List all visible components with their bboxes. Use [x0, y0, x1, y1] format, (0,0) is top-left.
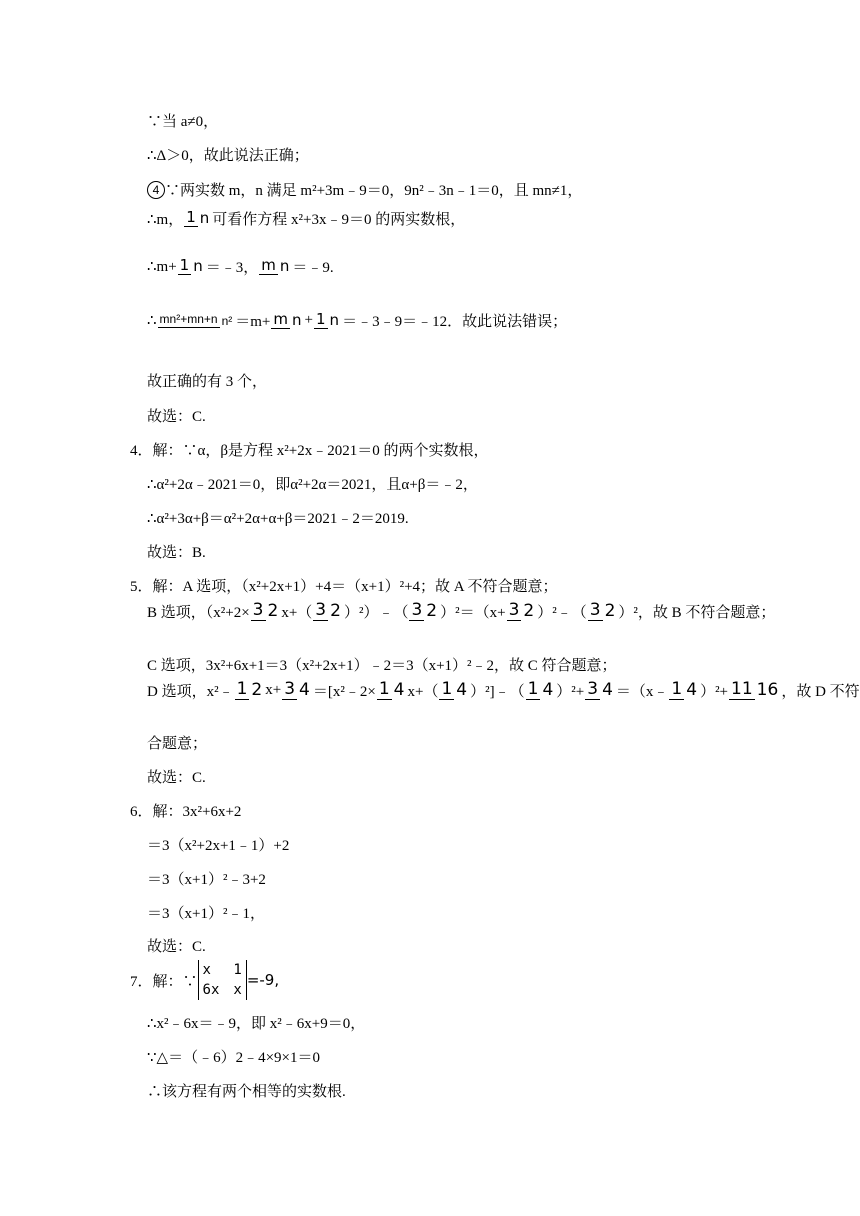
text-span: ）²，故 B 不符合题意；: [618, 605, 776, 621]
denominator: 16: [756, 680, 779, 701]
numerator: m: [261, 255, 276, 274]
q5-line-4: [147, 680, 860, 701]
numerator: 3: [315, 599, 327, 620]
q3-line-4: [147, 208, 465, 229]
q4-line-2: ∴α²+2α﹣2021＝0，即α²+2α＝2021，且α+β＝﹣2，: [147, 477, 478, 493]
fraction: [282, 678, 312, 701]
fraction: [184, 207, 211, 228]
q5-line-5: 合题意；: [147, 736, 208, 752]
text-span: ）²+: [700, 684, 729, 700]
denominator: 4: [456, 680, 468, 701]
q7-line-3: ∵△＝（﹣6）2﹣4×9×1＝0: [147, 1050, 320, 1066]
denominator: n: [199, 209, 210, 228]
text-span: +: [304, 312, 313, 328]
q3-answer: 故选：C.: [147, 409, 206, 425]
numerator: 1: [527, 678, 539, 699]
fraction: [729, 678, 780, 701]
fraction: [271, 309, 303, 330]
numerator: 3: [252, 599, 264, 620]
text-span: ＝﹣9.: [292, 260, 334, 276]
numerator: 1: [236, 678, 248, 699]
fraction: [585, 678, 615, 701]
det-cell: 6x: [202, 982, 220, 998]
q6-answer: 故选：C.: [147, 939, 206, 955]
q3-line-5: [147, 256, 334, 277]
q7-line-2: ∴x²﹣6x＝﹣9，即 x²﹣6x+9＝0，: [147, 1016, 366, 1032]
text-span: ）²）﹣（: [343, 605, 409, 621]
text-span: ）²＝（x+: [440, 605, 506, 621]
fraction: [235, 678, 265, 701]
numerator: 1: [441, 678, 453, 699]
denominator: 2: [426, 601, 438, 622]
numerator: 1: [179, 255, 190, 274]
fraction: [669, 678, 699, 701]
numerator: 3: [508, 599, 520, 620]
text-span: ，故 D 不符: [781, 684, 860, 700]
q7-line-1: [130, 960, 279, 1000]
q3-line-7: 故正确的有 3 个，: [147, 374, 268, 390]
fraction: [158, 313, 235, 328]
fraction: [313, 599, 343, 622]
determinant-row: [203, 960, 242, 980]
fraction: [178, 255, 205, 276]
numerator: 3: [589, 599, 601, 620]
q4-line-1: 4．解：∵α，β是方程 x²+2x﹣2021＝0 的两个实数根，: [130, 443, 489, 459]
denominator: n: [279, 257, 290, 276]
text-span: ＝[x²﹣2×: [312, 684, 376, 700]
determinant-row: [203, 980, 242, 1000]
numerator: 11: [731, 678, 753, 699]
numerator: 3: [284, 678, 296, 699]
denominator: 4: [542, 680, 554, 701]
denominator: 2: [604, 601, 616, 622]
text-span: ∴m，: [147, 212, 184, 228]
fraction: [314, 309, 341, 330]
text-span: 7．解：∵: [130, 973, 198, 990]
denominator: n: [193, 257, 203, 276]
q4-line-3: ∴α²+3α+β＝α²+2α+α+β＝2021﹣2＝2019.: [147, 511, 409, 527]
text-span: x+（: [407, 684, 439, 700]
text-span: x+: [265, 682, 282, 698]
q5-line-2: [147, 601, 775, 622]
q3-line-3-text: ∵两实数 m，n 满足 m²+3m﹣9＝0，9n²﹣3n﹣1＝0，且 mn≠1，: [165, 183, 583, 199]
text-span: ＝（x﹣: [615, 684, 669, 700]
numerator: 3: [587, 678, 599, 699]
text-span: 可看作方程 x²+3x﹣9＝0 的两实数根，: [212, 212, 466, 228]
text-span: x+（: [281, 605, 313, 621]
q3-line-2: ∴Δ＞0，故此说法正确；: [147, 148, 309, 164]
text-span: =-9,: [246, 971, 280, 989]
q3-line-6: [147, 310, 567, 331]
fraction: [259, 255, 291, 276]
fraction: [588, 599, 618, 622]
denominator: n: [329, 311, 340, 330]
q6-line-3: ＝3（x+1）²﹣3+2: [147, 872, 266, 888]
text-span: ＝m+: [235, 314, 271, 330]
det-cell: x: [202, 962, 211, 978]
numerator: 3: [411, 599, 423, 620]
denominator: 2: [267, 601, 279, 622]
fraction: [409, 599, 439, 622]
denominator: 4: [299, 680, 310, 701]
denominator: n: [292, 311, 302, 330]
fraction: [439, 678, 469, 701]
denominator: 2: [523, 601, 535, 622]
fraction: [377, 678, 407, 701]
text-span: ∴m+: [147, 259, 177, 275]
denominator: 4: [602, 680, 613, 701]
det-cell: 1: [233, 962, 242, 978]
text-span: B 选项，（x²+2×: [147, 605, 250, 621]
numerator: 1: [186, 207, 196, 226]
q3-line-3: [147, 179, 582, 200]
q5-answer: 故选：C.: [147, 770, 206, 786]
numerator: 1: [671, 678, 683, 699]
q6-line-4: ＝3（x+1）²﹣1，: [147, 906, 265, 922]
q6-line-2: ＝3（x²+2x+1﹣1）+2: [147, 838, 290, 854]
text-span: ）²+: [556, 684, 585, 700]
fraction: [526, 678, 556, 701]
determinant: [198, 960, 247, 1000]
fraction: [507, 599, 537, 622]
q4-answer: 故选：B.: [147, 545, 206, 561]
numerator: 1: [378, 678, 390, 699]
text-span: ＝﹣3，: [205, 260, 259, 276]
numerator: m: [273, 309, 289, 328]
text-span: ∴: [147, 313, 157, 329]
q7-line-4: ∴该方程有两个相等的实数根.: [147, 1084, 346, 1100]
denominator: 2: [330, 601, 341, 622]
text-span: ＝﹣3﹣9＝﹣12．故此说法错误；: [342, 314, 568, 330]
q5-line-3: C 选项，3x²+6x+1＝3（x²+2x+1）﹣2＝3（x+1）²﹣2，故 C 符合题意；: [147, 658, 617, 674]
denominator: 4: [686, 680, 698, 701]
denominator: n²: [221, 313, 233, 328]
q5-line-1: 5．解：A 选项，（x²+2x+1）+4＝（x+1）²+4；故 A 不符合题意；: [130, 579, 558, 595]
text-span: ）²﹣（: [537, 605, 587, 621]
denominator: 2: [251, 680, 263, 701]
numerator: mn²+mn+n: [159, 312, 218, 327]
det-cell: x: [233, 982, 242, 998]
text-span: D 选项，x²﹣: [147, 684, 234, 700]
q6-line-1: 6．解：3x²+6x+2: [130, 804, 242, 820]
denominator: 4: [393, 680, 405, 701]
numerator: 1: [316, 309, 326, 328]
circled-number: 4: [147, 181, 165, 199]
q3-line-1: ∵当 a≠0，: [147, 114, 219, 130]
fraction: [251, 599, 281, 622]
text-span: ）²]﹣（: [470, 684, 525, 700]
